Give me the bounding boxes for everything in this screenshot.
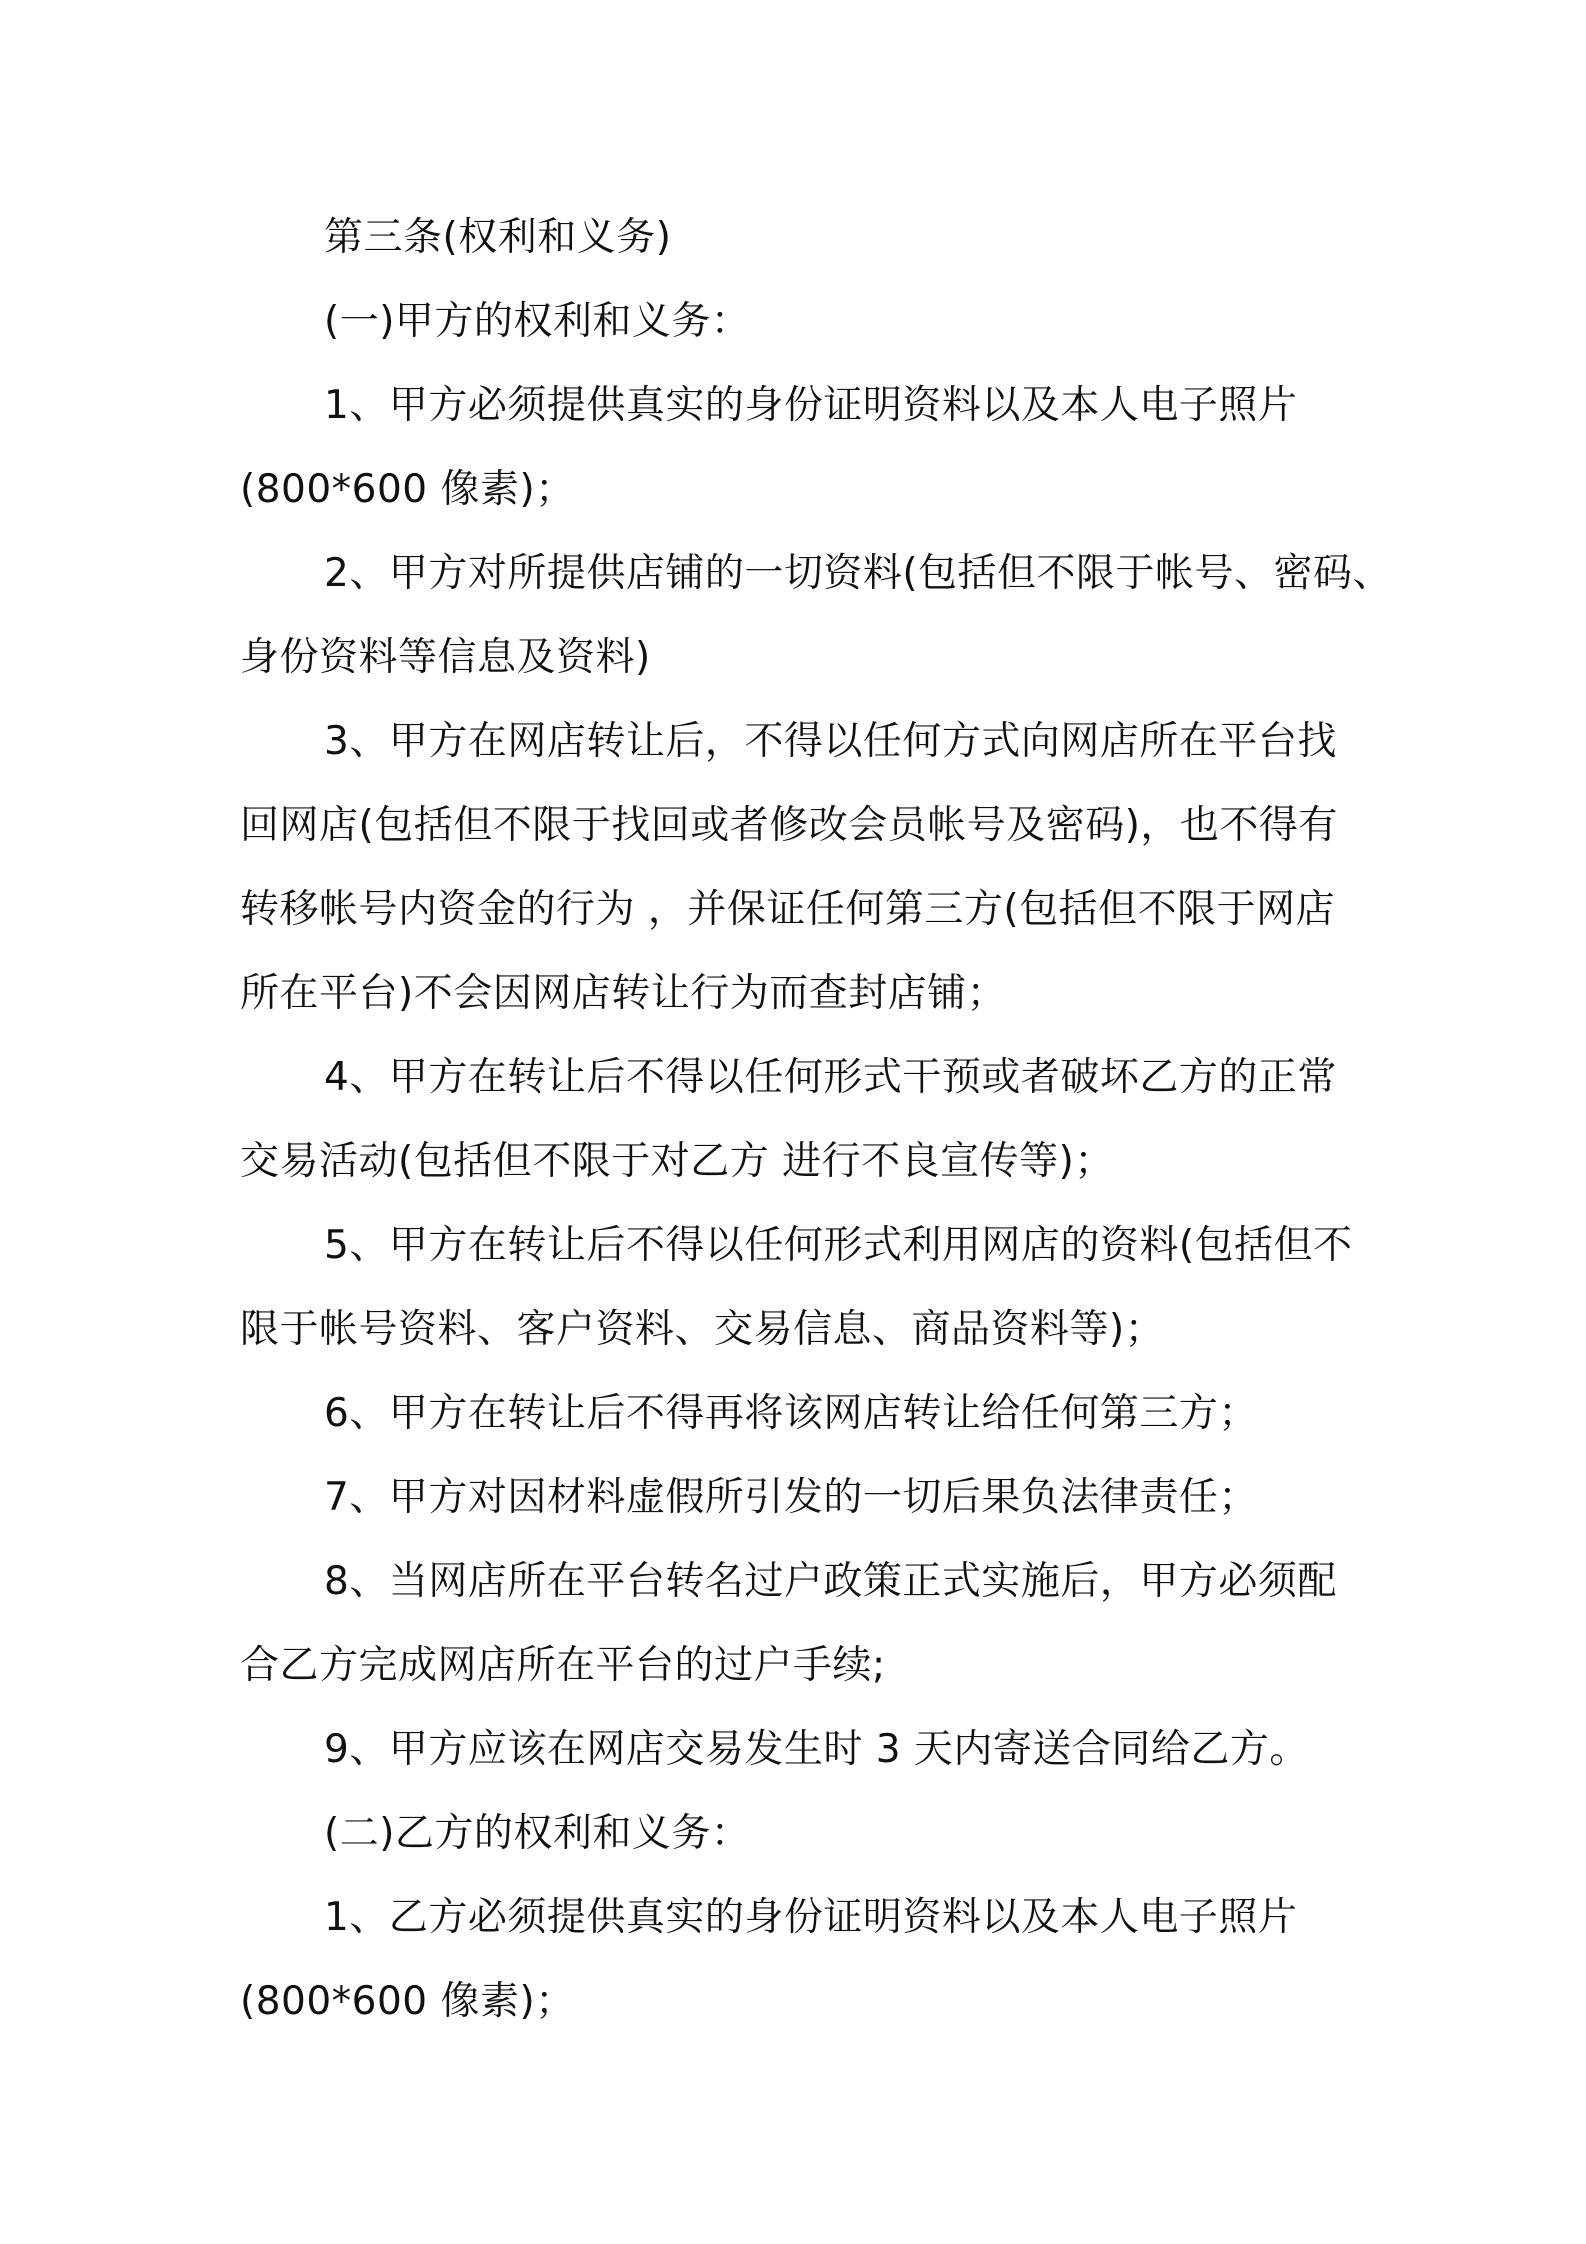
clause-a3-line3: 转移帐号内资金的行为 ，并保证任何第三方(包括但不限于网店 <box>240 887 1336 932</box>
section-heading-party-a: (一)甲方的权利和义务： <box>324 299 751 344</box>
document-body <box>240 196 1393 2044</box>
clause-a3-line1: 3、甲方在网店转让后，不得以任何方式向网店所在平台找 <box>324 719 1337 764</box>
clause-b1-line2: (800*600 像素)； <box>240 1979 575 2024</box>
clause-a2-line2: 身份资料等信息及资料) <box>240 635 651 680</box>
clause-a5-line2: 限于帐号资料、客户资料、交易信息、商品资料等)； <box>240 1307 1165 1352</box>
clause-a1-line2: (800*600 像素)； <box>240 467 575 512</box>
clause-a4-line2: 交易活动(包括但不限于对乙方 进行不良宣传等)； <box>240 1139 1114 1184</box>
clause-a3-line4: 所在平台)不会因网店转让行为而查封店铺； <box>240 971 1007 1016</box>
clause-a8-line1: 8、当网店所在平台转名过户政策正式实施后，甲方必须配 <box>324 1559 1337 1604</box>
clause-a6: 6、甲方在转让后不得再将该网店转让给任何第三方； <box>324 1391 1258 1436</box>
clause-a1-line1: 1、甲方必须提供真实的身份证明资料以及本人电子照片 <box>324 383 1298 428</box>
clause-a8-line2: 合乙方完成网店所在平台的过户手续; <box>240 1643 886 1688</box>
section-heading-party-b: (二)乙方的权利和义务： <box>324 1811 751 1856</box>
clause-a2-line1: 2、甲方对所提供店铺的一切资料(包括但不限于帐号、密码、 <box>324 551 1393 596</box>
clause-a9: 9、甲方应该在网店交易发生时 3 天内寄送合同给乙方。 <box>324 1727 1309 1772</box>
clause-a7: 7、甲方对因材料虚假所引发的一切后果负法律责任； <box>324 1475 1258 1520</box>
article-heading: 第三条(权利和义务) <box>324 215 672 260</box>
clause-a3-line2: 回网店(包括但不限于找回或者修改会员帐号及密码)，也不得有 <box>240 803 1338 848</box>
clause-a4-line1: 4、甲方在转让后不得以任何形式干预或者破坏乙方的正常 <box>324 1055 1337 1100</box>
clause-a5-line1: 5、甲方在转让后不得以任何形式利用网店的资料(包括但不 <box>324 1223 1353 1268</box>
clause-b1-line1: 1、乙方必须提供真实的身份证明资料以及本人电子照片 <box>324 1895 1298 1940</box>
